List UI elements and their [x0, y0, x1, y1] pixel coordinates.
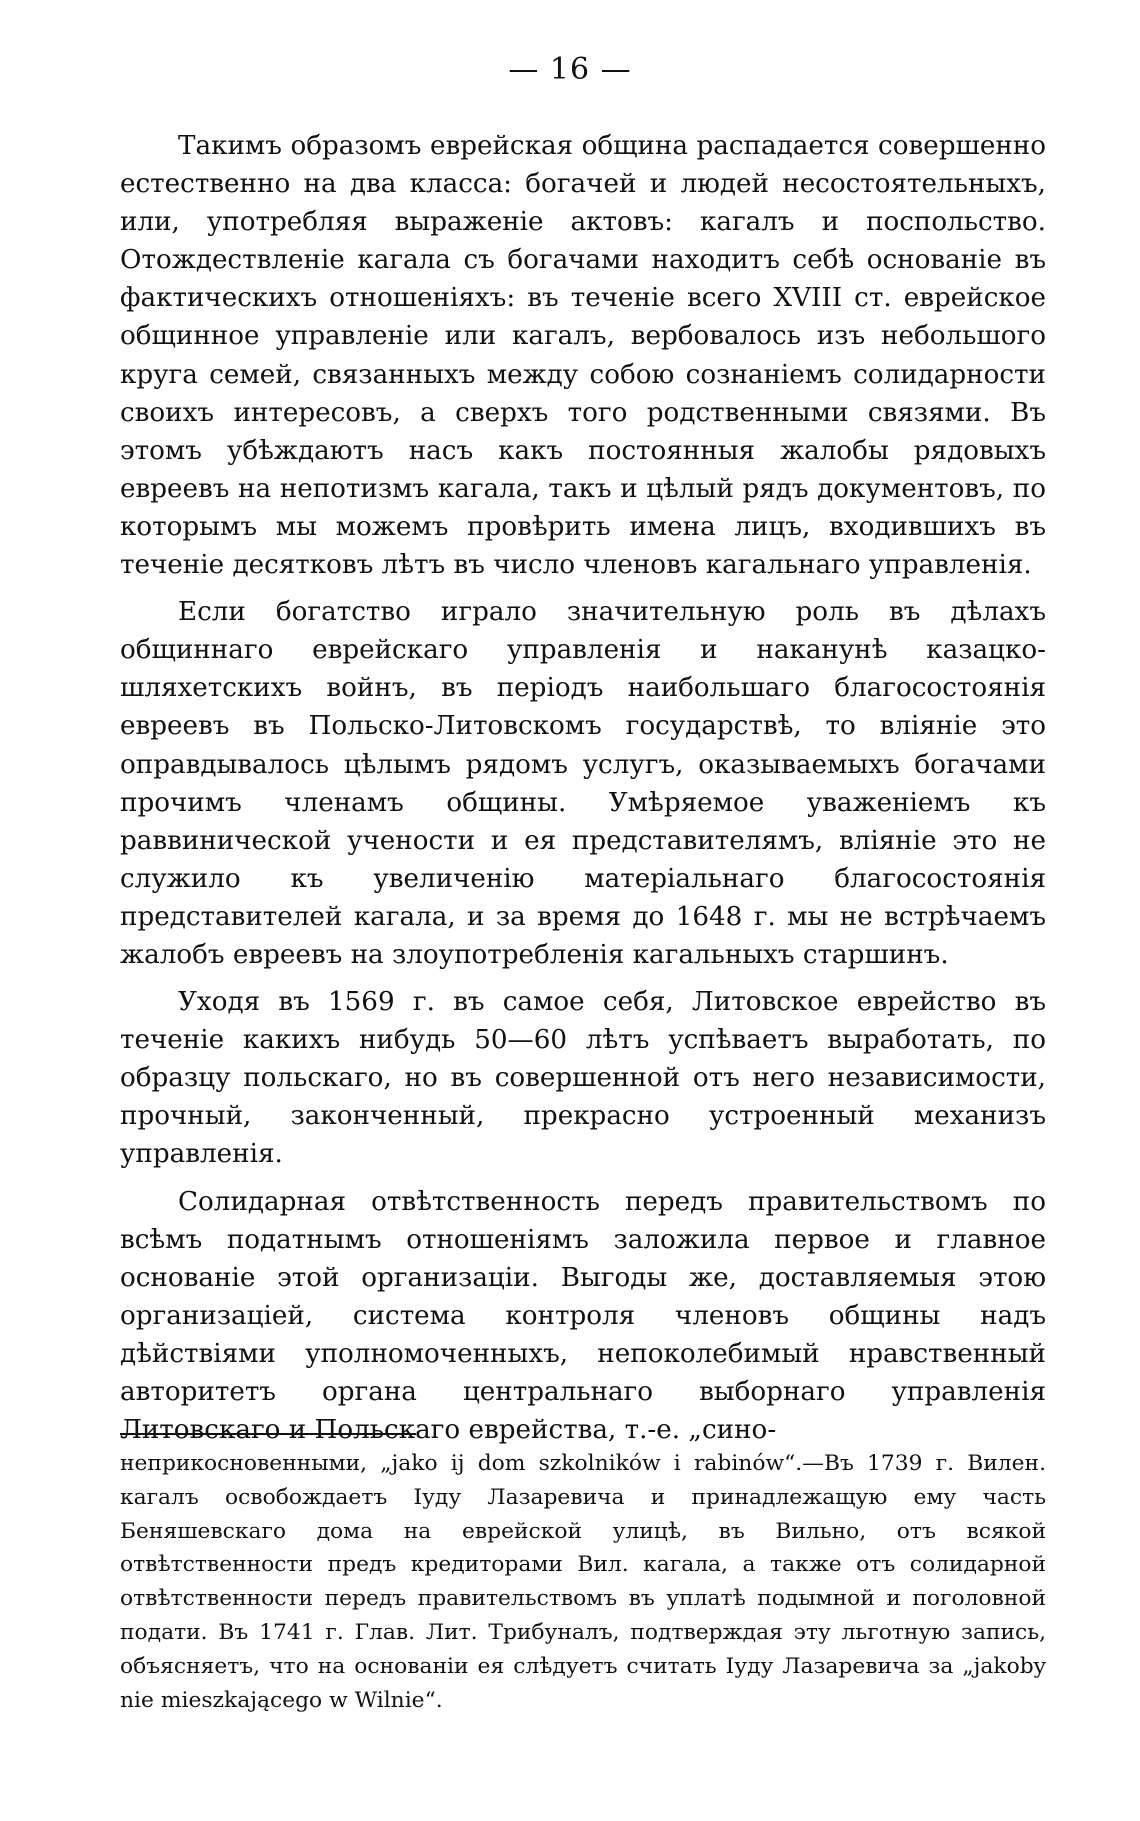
paragraph: Такимъ образомъ еврейская община распадается совершенно естественно на два класса: богачей и людей несостоятельныхъ, или, употребляя выраженіе актовъ: кагалъ и поспольство. Отождествленіе кагала съ богачами находитъ себѣ основаніе въ фактическихъ отношеніяхъ: въ теченіе всего XVIII ст. еврейское общинное управленіе или кагалъ, вербовалось изъ небольшого круга семей, связанныхъ между собою сознаніемъ солидарности своихъ интересовъ, а сверхъ того родственными связями. Въ этомъ убѣждаютъ насъ какъ постоянныя жалобы рядовыхъ евреевъ на непотизмъ кагала, такъ и цѣлый рядъ документовъ, по которымъ мы можемъ провѣрить имена лицъ, входившихъ въ теченіе десятковъ лѣтъ въ число членовъ кагальнаго управленія.: [120, 131, 1046, 581]
footnote: [120, 1447, 1046, 1717]
footnote-divider: [120, 1433, 416, 1435]
footnote-text: неприкосновенными, „jako ij dom szkolników i rabinów“.—Въ 1739 г. Вилен. кагалъ освобождаетъ Іуду Лазаревича и принадлежащую ему часть Беняшевскаго дома на еврейской улицѣ, въ Вильно, отъ всякой отвѣтственности предъ кредиторами Вил. кагала, а также отъ солидарной отвѣтственности передъ правительствомъ въ уплатѣ подымной и поголовной подати. Въ 1741 г. Глав. Лит. Трибуналъ, подтверждая эту льготную запись, объясняетъ, что на основаніи ея слѣдуетъ считать Іуду Лазаревича за „jakoby nie mieszkającego w Wilnie“.: [120, 1451, 1046, 1713]
page-number: — 16 —: [508, 52, 632, 87]
paragraph: Уходя въ 1569 г. въ самое себя, Литовское еврейство въ теченіе какихъ нибудь 50—60 лѣтъ успѣваетъ выработать, по образцу польскаго, но въ совершенной отъ него независимости, прочный, законченный, прекрасно устроенный механизъ управленія.: [120, 987, 1046, 1170]
main-text: [120, 127, 1046, 1458]
paragraph: Солидарная отвѣтственность передъ правительствомъ по всѣмъ податнымъ отношеніямъ заложила первое и главное основаніе этой организаціи. Выгоды же, доставляемыя этою организаціей, система контроля членовъ общины надъ дѣйствіями уполномоченныхъ, непоколебимый нравственный авторитетъ органа центральнаго выборнаго управленія Литовскаго и Польскаго еврейства, т.-е. „сино-: [120, 1186, 1046, 1446]
paragraph: Если богатство играло значительную роль въ дѣлахъ общиннаго еврейскаго управленія и наканунѣ казацко-шляхетскихъ войнъ, въ періодъ наибольшаго благосостоянія евреевъ въ Польско-Литовскомъ государствѣ, то вліяніе это оправдывалось цѣлымъ рядомъ услугъ, оказываемыхъ богачами прочимъ членамъ общины. Умѣряемое уваженіемъ къ раввинической учености и ея представителямъ, вліяніе это не служило къ увеличенію матеріальнаго благосостоянія представителей кагала, и за время до 1648 г. мы не встрѣчаемъ жалобъ евреевъ на злоупотребленія кагальныхъ старшинъ.: [120, 597, 1046, 970]
